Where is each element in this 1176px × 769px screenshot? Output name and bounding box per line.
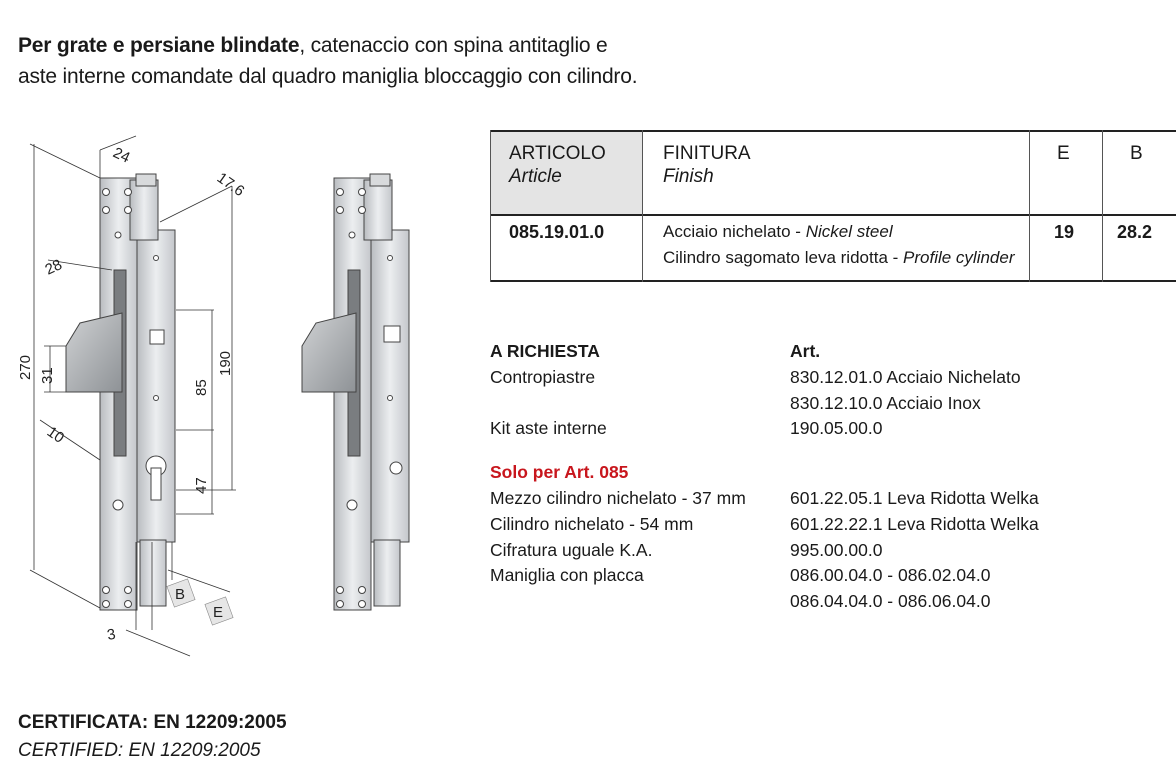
certification bbox=[18, 709, 287, 765]
option-code: 601.22.22.1 Leva Ridotta Welka bbox=[790, 513, 1039, 534]
header-articolo-en: Article bbox=[509, 166, 562, 187]
dim-b: B bbox=[175, 586, 186, 603]
dim-31: 31 bbox=[39, 367, 56, 384]
intro-text bbox=[18, 30, 778, 92]
intro-line2: aste interne comandate dal quadro maniglia bloccaggio con cilindro. bbox=[18, 65, 638, 88]
dim-190: 190 bbox=[217, 350, 234, 376]
options-codes bbox=[790, 339, 1170, 615]
option-code: 830.12.01.0 Acciaio Nichelato bbox=[790, 366, 1021, 387]
options-labels bbox=[490, 339, 780, 589]
option-code: 190.05.00.0 bbox=[790, 418, 883, 439]
option-code: 830.12.10.0 Acciaio Inox bbox=[790, 392, 981, 413]
dim-28: 28 bbox=[42, 256, 65, 279]
header-b: B bbox=[1130, 143, 1143, 164]
table-col-line bbox=[1029, 130, 1030, 282]
option-code: 995.00.00.0 bbox=[790, 539, 883, 560]
option-code: 086.04.04.0 - 086.06.04.0 bbox=[790, 591, 991, 612]
intro-bold: Per grate e persiane blindate bbox=[18, 34, 300, 57]
dim-e-tag bbox=[205, 597, 233, 625]
row-b: 28.2 bbox=[1117, 222, 1153, 242]
row-code: 085.19.01.0 bbox=[509, 222, 605, 242]
dim-47: 47 bbox=[193, 477, 210, 494]
finish1-en: Nickel steel bbox=[805, 222, 893, 241]
header-articolo bbox=[509, 142, 606, 188]
table-bottom-rule bbox=[490, 280, 1176, 282]
header-finitura bbox=[663, 142, 751, 188]
option-label-contropiastre: Contropiastre bbox=[490, 366, 596, 387]
art-heading: Art. bbox=[790, 341, 821, 361]
dim-10: 10 bbox=[43, 423, 68, 447]
header-articolo-it: ARTICOLO bbox=[509, 143, 606, 164]
dim-24: 24 bbox=[110, 144, 133, 167]
table-col-line bbox=[642, 130, 643, 282]
header-finitura-it: FINITURA bbox=[663, 143, 751, 164]
row-e: 19 bbox=[1054, 222, 1075, 242]
option-label-kit: Kit aste interne bbox=[490, 418, 607, 439]
table-col-line bbox=[490, 130, 491, 282]
finish1-it: Acciaio nichelato - bbox=[663, 222, 806, 241]
lock-right-view bbox=[302, 174, 409, 610]
option-label-cifratura: Cifratura uguale K.A. bbox=[490, 539, 653, 560]
options-heading: A RICHIESTA bbox=[490, 341, 600, 361]
finish2-en: Profile cylinder bbox=[903, 248, 1015, 267]
dim-17-6: 17.6 bbox=[213, 169, 248, 201]
options-subheading: Solo per Art. 085 bbox=[490, 462, 629, 483]
dim-b-tag bbox=[167, 579, 195, 607]
option-code: 601.22.05.1 Leva Ridotta Welka bbox=[790, 487, 1039, 508]
header-e: E bbox=[1057, 143, 1070, 164]
finish2-it: Cilindro sagomato leva ridotta - bbox=[663, 248, 904, 267]
table-header-rule bbox=[490, 214, 1176, 216]
lock-technical-drawing bbox=[0, 130, 440, 670]
lock-left-view bbox=[66, 174, 175, 610]
dim-e: E bbox=[213, 604, 224, 621]
header-finitura-en: Finish bbox=[663, 166, 714, 187]
intro-line1-rest: , catenaccio con spina antitaglio e bbox=[299, 34, 608, 57]
option-code: 086.00.04.0 - 086.02.04.0 bbox=[790, 565, 991, 586]
option-label-mezzo-cilindro: Mezzo cilindro nichelato - 37 mm bbox=[490, 487, 746, 508]
certification-it: CERTIFICATA: EN 12209:2005 bbox=[18, 712, 287, 733]
option-label-cilindro: Cilindro nichelato - 54 mm bbox=[490, 513, 694, 534]
product-table bbox=[490, 130, 1176, 282]
certification-en: CERTIFIED: EN 12209:2005 bbox=[18, 740, 261, 761]
dim-85: 85 bbox=[193, 379, 210, 396]
dim-270: 270 bbox=[17, 354, 34, 380]
row-finish bbox=[663, 219, 1015, 271]
option-label-maniglia: Maniglia con placca bbox=[490, 565, 644, 586]
table-top-rule bbox=[490, 130, 1176, 132]
table-col-line bbox=[1102, 130, 1103, 282]
dim-3: 3 bbox=[105, 625, 117, 644]
